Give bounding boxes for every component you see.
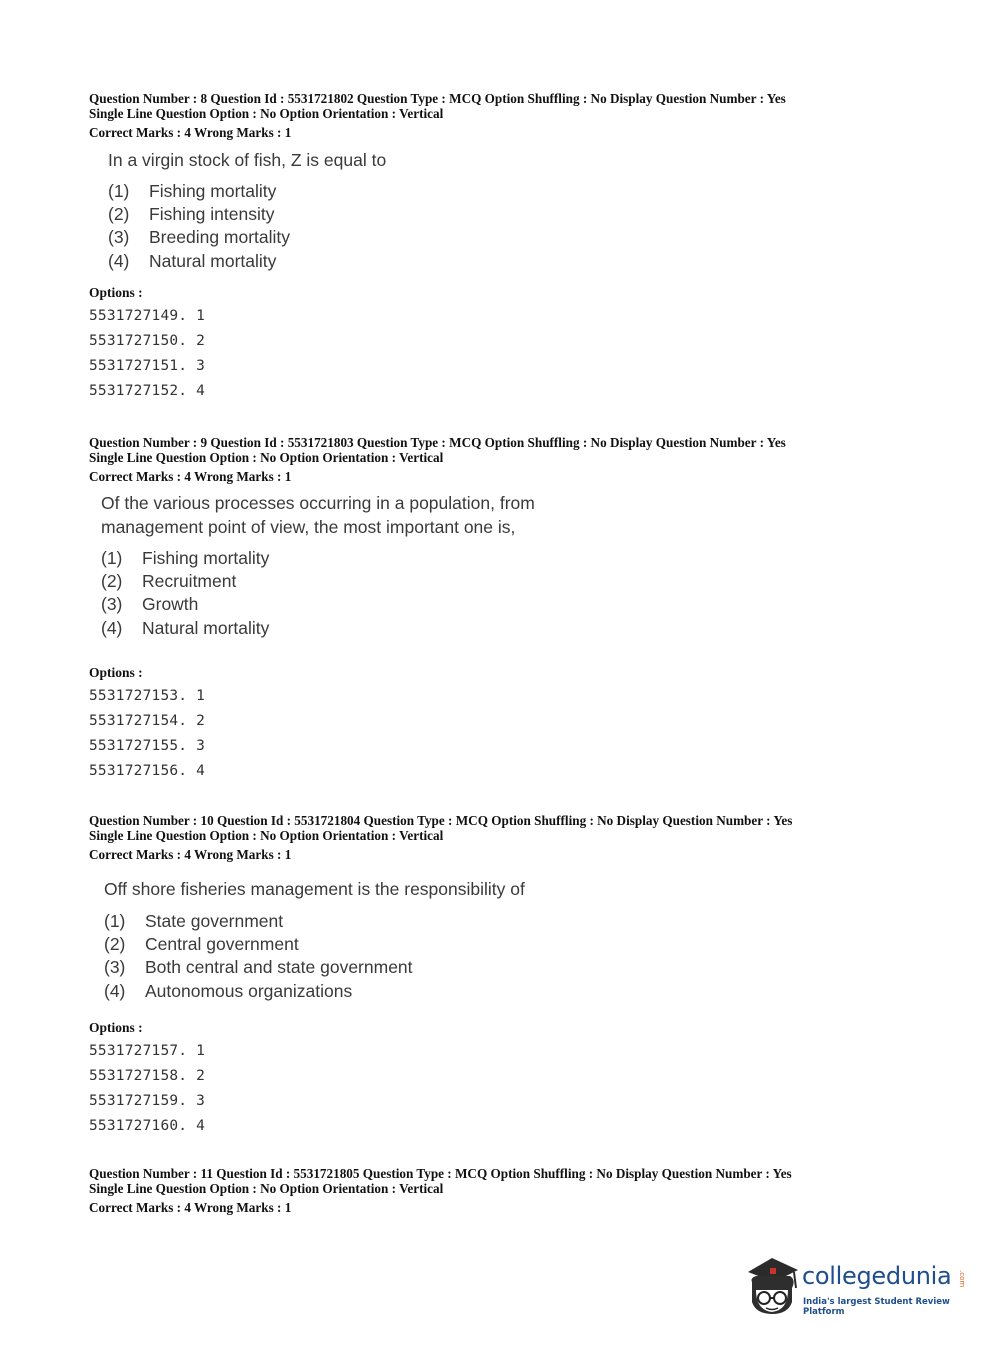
question-block: [89, 436, 949, 784]
choice-item: [101, 570, 949, 593]
option-code: 5531727160. 4: [89, 1118, 206, 1135]
question-block: [89, 814, 949, 1139]
option-code: 5531727154. 2: [89, 712, 206, 729]
marks-line: Correct Marks : 4 Wrong Marks : 1: [89, 125, 292, 140]
question-meta-line: Question Number : 11 Question Id : 5531721805 Question Type : MCQ Option Shuffling : No Display Question Number : Yes: [89, 1166, 792, 1181]
choice-number: (1): [104, 910, 126, 931]
choice-label: Natural mortality: [142, 617, 270, 638]
choice-item: [101, 616, 949, 639]
options-heading: Options :: [89, 284, 143, 300]
choice-item: [104, 933, 949, 956]
choice-number: (4): [104, 980, 126, 1001]
choice-number: (3): [108, 227, 130, 248]
question-block: [89, 1167, 949, 1216]
question-text: Of the various processes occurring in a population, from: [101, 492, 535, 513]
option-code: 5531727158. 2: [89, 1067, 206, 1084]
option-code: 5531727150. 2: [89, 332, 206, 349]
options-list: [89, 684, 949, 785]
option-code: 5531727149. 1: [89, 307, 206, 324]
marks-line: Correct Marks : 4 Wrong Marks : 1: [89, 847, 292, 862]
question-meta-line: Single Line Question Option : No Option Orientation : Vertical: [89, 105, 444, 121]
choice-number: (1): [108, 180, 130, 201]
options-heading: Options :: [89, 1019, 143, 1035]
choice-label: Recruitment: [142, 570, 237, 591]
choice-item: [101, 593, 949, 616]
choice-item: [104, 910, 949, 933]
choice-label: Fishing mortality: [142, 547, 270, 568]
logo-tagline: India's largest Student Review Platform: [803, 1297, 950, 1317]
logo-suffix: .com: [958, 1270, 966, 1288]
choice-number: (3): [104, 957, 126, 978]
choice-list: [104, 910, 949, 1003]
choice-item: [104, 956, 949, 979]
option-code: 5531727155. 3: [89, 738, 206, 755]
choice-item: [104, 979, 949, 1002]
question-text: management point of view, the most important one is,: [101, 516, 516, 537]
marks-line: Correct Marks : 4 Wrong Marks : 1: [89, 1200, 292, 1215]
choice-label: Fishing intensity: [149, 203, 275, 224]
marks-line: Correct Marks : 4 Wrong Marks : 1: [89, 469, 292, 484]
option-code: 5531727151. 3: [89, 358, 206, 375]
collegedunia-logo: [742, 1248, 972, 1322]
option-code: 5531727157. 1: [89, 1042, 206, 1059]
choice-item: [108, 249, 949, 272]
choice-label: Growth: [142, 594, 199, 615]
choice-item: [108, 180, 949, 203]
question-block: [89, 92, 949, 404]
option-code: 5531727156. 4: [89, 763, 206, 780]
choice-label: State government: [145, 910, 284, 931]
question-meta-line: Question Number : 10 Question Id : 5531721804 Question Type : MCQ Option Shuffling : No Display Question Number : Yes: [89, 813, 793, 828]
question-meta-line: Single Line Question Option : No Option Orientation : Vertical: [89, 449, 444, 465]
choice-number: (2): [101, 570, 123, 591]
choice-number: (4): [108, 250, 130, 271]
choice-item: [108, 226, 949, 249]
choice-number: (3): [101, 594, 123, 615]
choice-item: [101, 547, 949, 570]
choice-label: Central government: [145, 933, 299, 954]
question-meta-line: Question Number : 8 Question Id : 5531721802 Question Type : MCQ Option Shuffling : No Display Question Number : Yes: [89, 91, 786, 106]
option-code: 5531727159. 3: [89, 1093, 206, 1110]
logo-wordmark: collegedunia: [802, 1262, 952, 1290]
options-heading: Options :: [89, 664, 143, 680]
question-meta-line: Question Number : 9 Question Id : 5531721803 Question Type : MCQ Option Shuffling : No Display Question Number : Yes: [89, 435, 786, 450]
mascot-graduate-icon: [742, 1248, 802, 1322]
choice-list: [101, 547, 949, 640]
choice-item: [108, 203, 949, 226]
choice-label: Natural mortality: [149, 250, 277, 271]
question-meta-line: Single Line Question Option : No Option Orientation : Vertical: [89, 827, 444, 843]
choice-label: Fishing mortality: [149, 180, 277, 201]
options-list: [89, 1039, 949, 1140]
question-meta-line: Single Line Question Option : No Option Orientation : Vertical: [89, 1180, 444, 1196]
choice-number: (2): [108, 203, 130, 224]
choice-label: Breeding mortality: [149, 227, 291, 248]
question-text: In a virgin stock of fish, Z is equal to: [108, 149, 387, 170]
choice-label: Both central and state government: [145, 957, 413, 978]
choice-list: [108, 180, 949, 273]
question-text: Off shore fisheries management is the responsibility of: [104, 878, 525, 899]
choice-number: (2): [104, 933, 126, 954]
choice-number: (4): [101, 617, 123, 638]
option-code: 5531727152. 4: [89, 383, 206, 400]
choice-number: (1): [101, 547, 123, 568]
option-code: 5531727153. 1: [89, 687, 206, 704]
options-list: [89, 304, 949, 405]
choice-label: Autonomous organizations: [145, 980, 353, 1001]
